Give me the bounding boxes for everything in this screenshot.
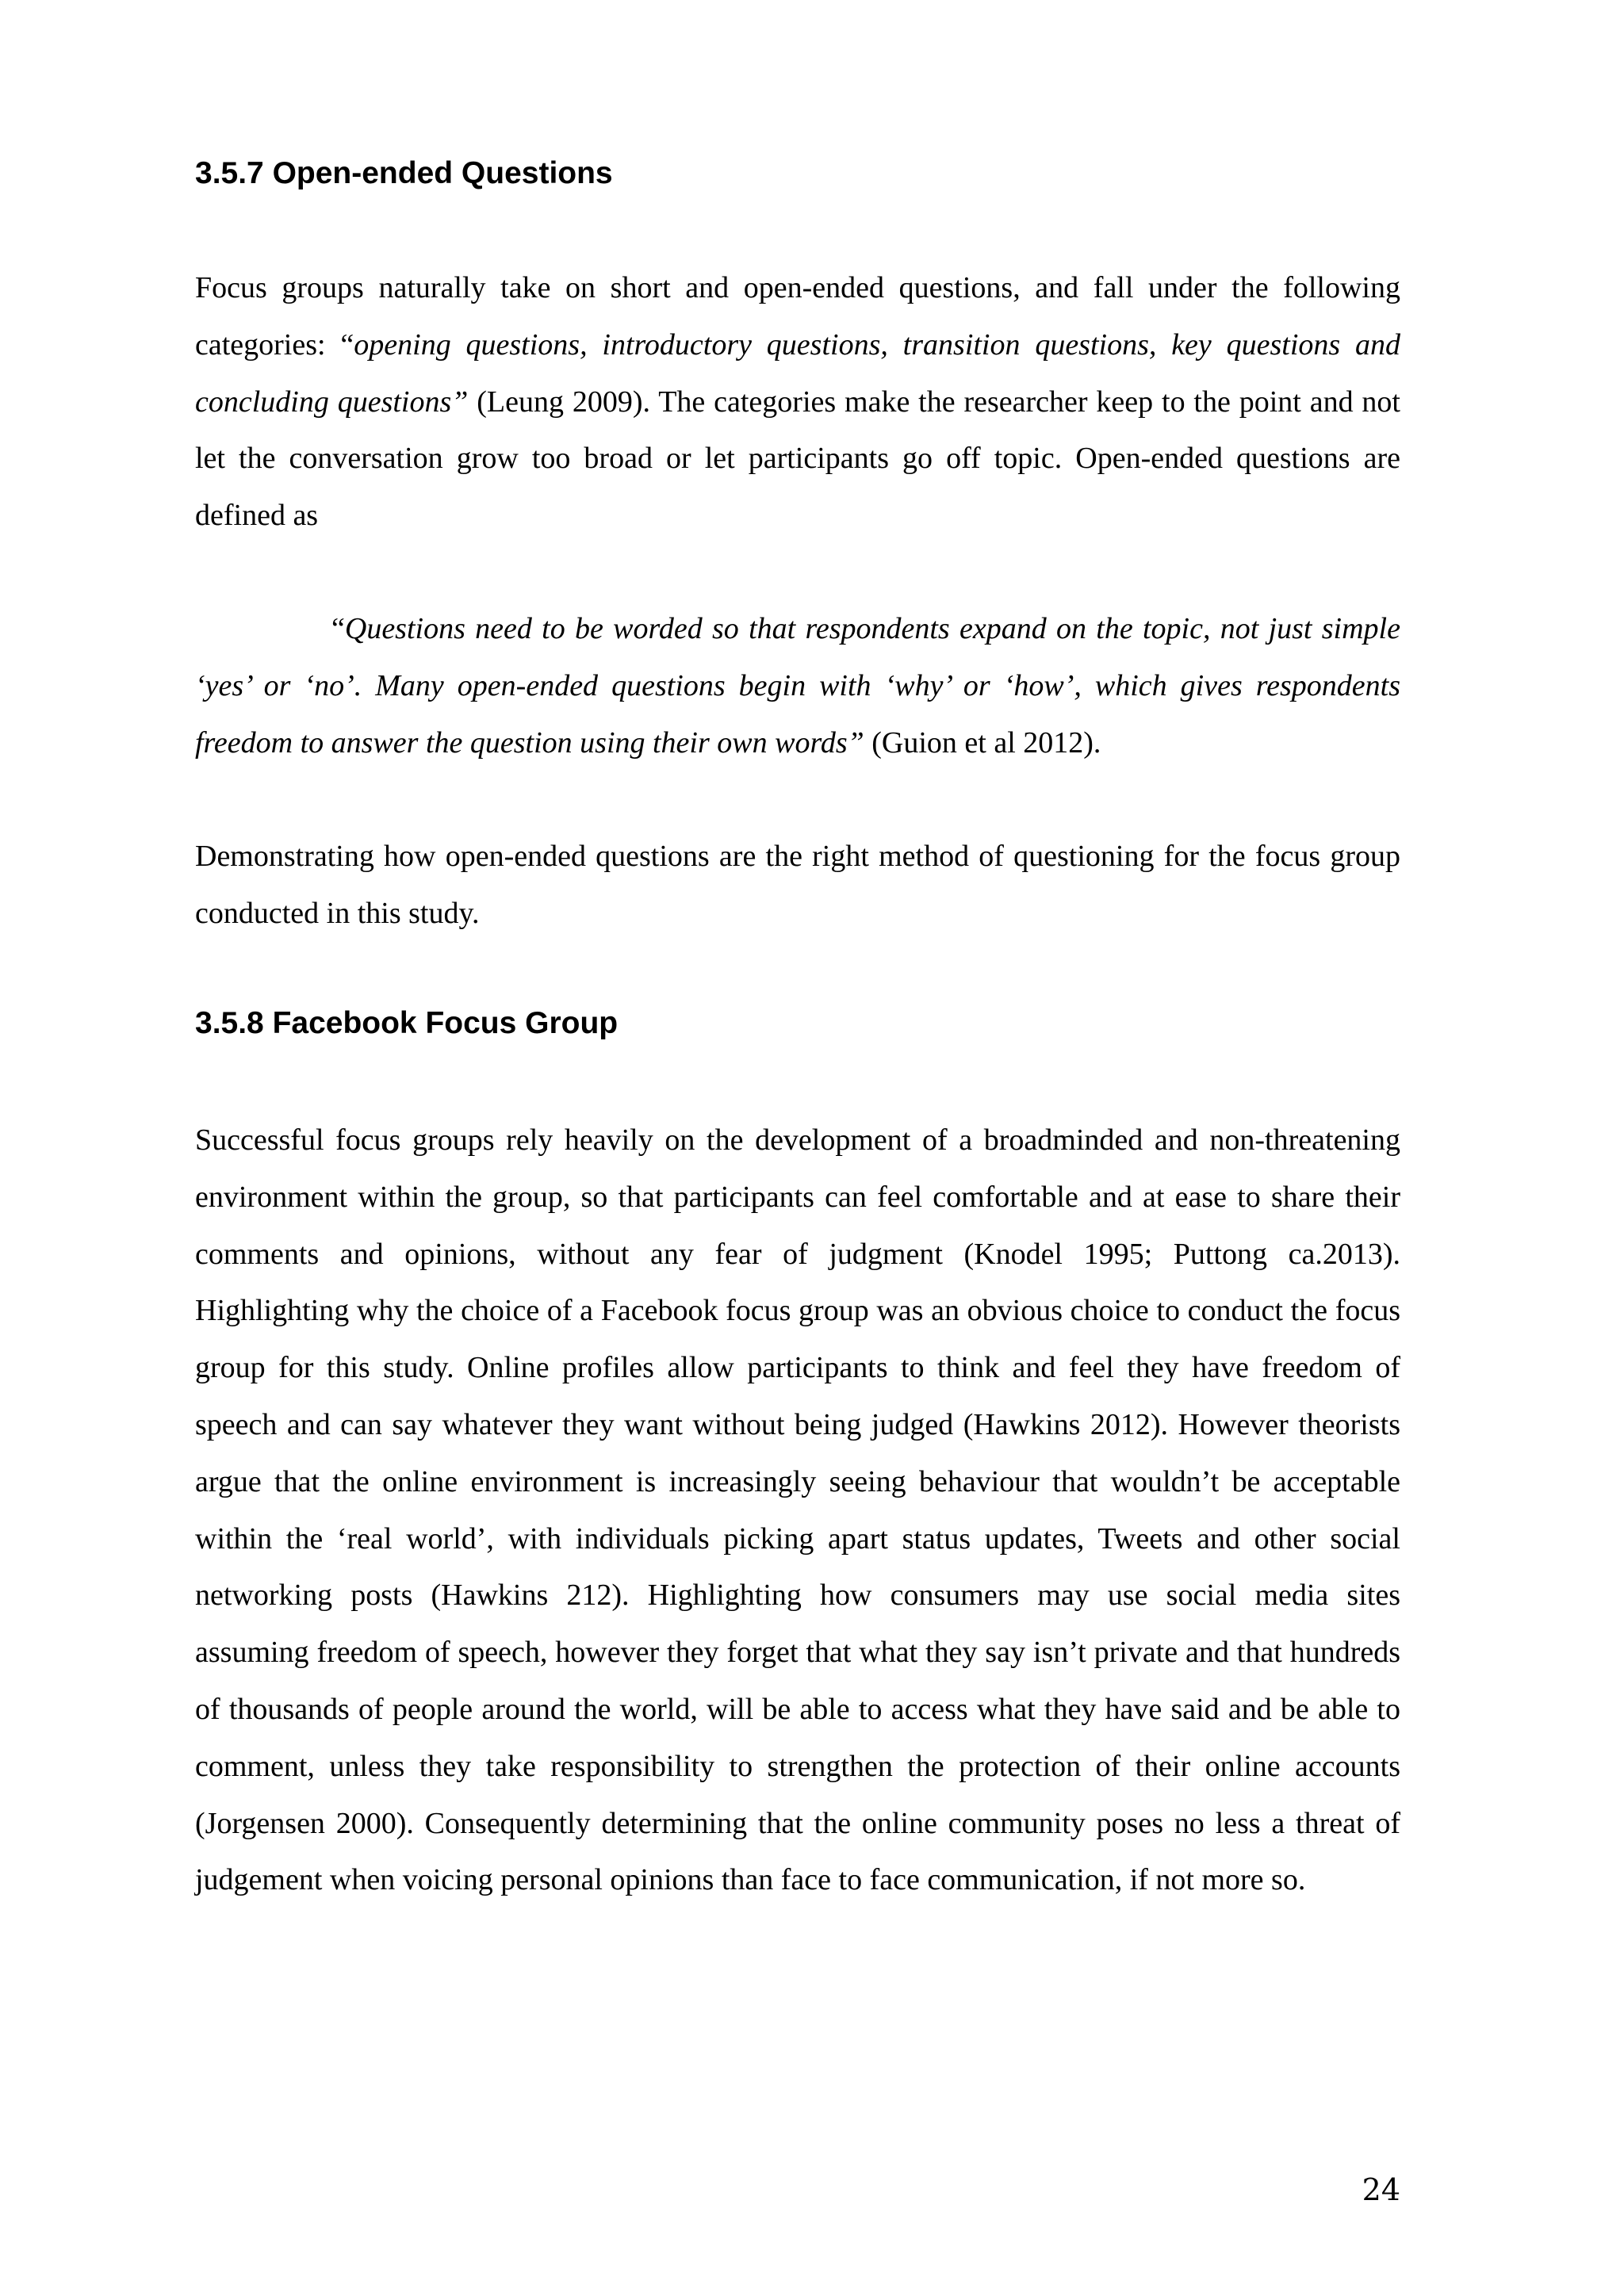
- quote-open-mark: “: [331, 612, 345, 645]
- italic-category-list: opening questions, introductory questions, transition questions, key questions and concluding questions”: [195, 327, 1400, 419]
- paragraph-facebook-focus-group: Successful focus groups rely heavily on the development of a broadminded and non-threatening environment within the group, so that participants can feel comfortable and at ease to share their comments and opinions, without any fear of judgment (Knodel 1995; Puttong ca.2013). Highlighting why the choice of a Facebook focus group was an obvious choice to conduct the focus group for this study. Online profiles allow participants to think and feel they have freedom of speech and can say whatever they want without being judged (Hawkins 2012). However theorists argue that the online environment is increasingly seeing behaviour that wouldn’t be acceptable within the ‘real world’, with individuals picking apart status updates, Tweets and other social networking posts (Hawkins 212). Highlighting how consumers may use social media sites assuming freedom of speech, however they forget that what they say isn’t private and that hundreds of thousands of people around the world, will be able to access what they have said and be able to comment, unless they take responsibility to strengthen the protection of their online accounts (Jorgensen 2000). Consequently determining that the online community poses no less a threat of judgement when voicing personal opinions than face to face communication, if not more so.: [195, 1123, 1400, 1897]
- quote-text: Questions need to be worded so that respondents expand on the topic, not just simple ‘yes’ or ‘no’. Many open-ended questions begin with ‘why’ or ‘how’, which gives respondents freedom to answer the question using their own words”: [195, 612, 1400, 760]
- block-quotation: [195, 601, 1400, 771]
- section-heading-3-5-7: 3.5.7 Open-ended Questions: [195, 156, 613, 190]
- quote-citation: (Guion et al 2012).: [864, 725, 1101, 760]
- paragraph-text: (Leung 2009). The categories make the researcher keep to the point and not let the conversation grow too broad or let participants go off topic. Open-ended questions are defined as: [195, 385, 1400, 533]
- paragraph-demonstrating: Demonstrating how open-ended questions are the right method of questioning for the focus group conducted in this study.: [195, 840, 1400, 930]
- page-number: 24: [1362, 2172, 1400, 2207]
- section-heading-3-5-8: 3.5.8 Facebook Focus Group: [195, 1006, 619, 1040]
- paragraph-text: Focus groups naturally take on short and open-ended questions, and fall under the following categories: “: [195, 271, 1400, 362]
- paragraph-open-ended-intro: [195, 260, 1400, 545]
